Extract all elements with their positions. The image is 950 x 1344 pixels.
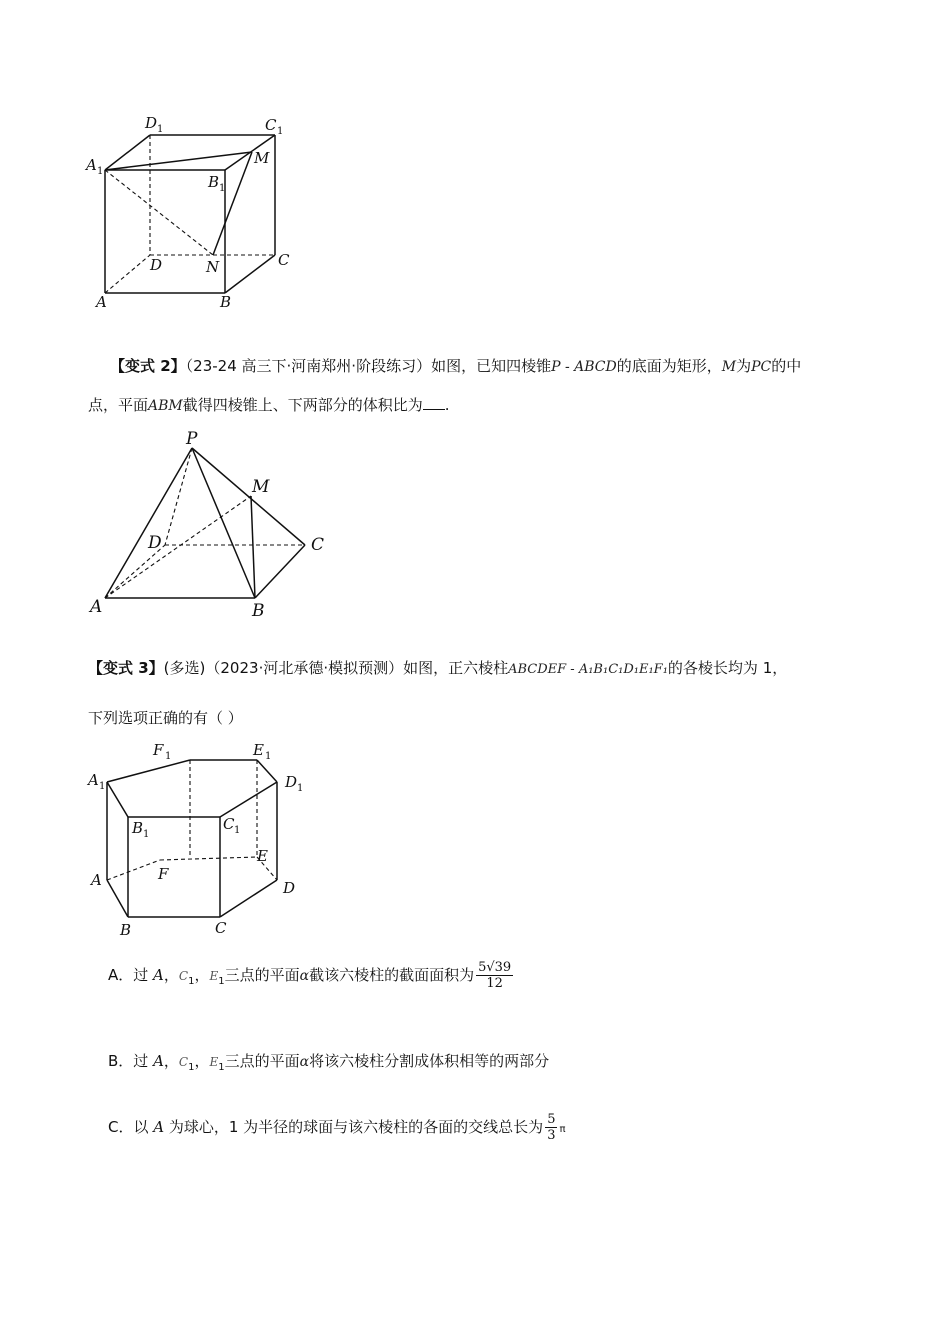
variant2-text2: 的底面为矩形， [616,357,722,375]
hexagonal-prism-figure [85,735,325,940]
option-b[interactable] [108,1050,549,1073]
label-A1: A [86,156,97,174]
option-b-point: A [153,1052,164,1070]
label-N: N [206,258,220,276]
sub-B1-hex: 1 [143,829,150,840]
variant3-question: 下列选项正确的有（ ） [88,709,243,727]
variant2-tag: 【变式 2】 [110,357,186,375]
option-b-e1: E [209,1055,219,1069]
option-b-e1-sub: 1 [218,1062,225,1073]
label-E-hex: E [257,847,268,865]
sub-B1: 1 [219,183,226,194]
label-B: B [220,293,232,311]
option-b-sep: ， [163,1052,179,1070]
variant2-line2b: 截得四棱锥上、下两部分的体积比为 [182,396,423,414]
label-D-hex: D [283,879,296,897]
sub-F1: 1 [165,751,172,762]
sub-E1: 1 [265,751,272,762]
variant2-math-m: M [721,359,737,375]
variant2-source: （23-24 高三下·河南郑州·阶段练习）如图，已知四棱锥 [185,357,552,375]
label-B1-hex: B [132,819,144,837]
option-a-fraction [476,960,513,991]
label-P: P [186,429,198,449]
variant3-line2 [88,707,243,729]
option-b-text2: 将该六棱柱分割成体积相等的两部分 [309,1052,550,1070]
label-C: C [278,251,290,269]
option-a-text2: 截该六棱柱的截面面积为 [309,966,475,984]
label-D: D [150,256,163,274]
option-b-text: 三点的平面 [224,1052,300,1070]
label-C-hex: C [215,919,227,937]
label-B-hex: B [120,921,132,939]
label-M2: M [252,477,270,497]
option-c-pi: π [559,1124,566,1135]
variant3-line1 [88,657,787,681]
variant2-line1 [110,355,801,378]
option-a-sep: ， [163,966,179,984]
option-a[interactable] [108,960,515,991]
variant3-tag: 【变式 3】 [88,659,164,677]
option-a-e1: E [209,969,219,983]
variant2-text3: 为 [736,357,752,375]
label-F-hex: F [158,865,169,883]
label-B2: B [252,601,265,621]
label-D2: D [148,533,162,553]
label-A1-hex: A [88,771,99,789]
variant3-source: （2023·河北承德·模拟预测）如图，正六棱柱 [205,659,509,677]
label-C1-hex: C [223,815,235,833]
option-c[interactable] [108,1112,566,1143]
option-a-text: 三点的平面 [224,966,300,984]
variant2-line2 [88,394,450,417]
label-A2: A [90,597,103,617]
variant3-math-prism: ABCDEF - A₁B₁C₁D₁E₁F₁ [508,662,668,677]
option-b-c1: C [178,1055,189,1069]
variant2-line2a: 点，平面 [88,396,149,414]
variant2-math-pabcd: P - ABCD [551,359,617,375]
label-B1: B [208,173,220,191]
sub-D1: 1 [157,124,164,135]
label-D1-hex: D [285,773,298,791]
cube-figure [80,105,310,320]
sub-C1-hex: 1 [234,825,241,836]
label-M: M [254,149,270,167]
label-C2: C [311,535,325,555]
option-a-prefix: A．过 [108,966,154,984]
option-a-numerator: 5√39 [478,960,512,975]
option-a-sep2: ， [194,966,210,984]
variant3-multi: (多选) [163,659,206,677]
option-c-fraction [545,1112,557,1143]
option-a-point: A [153,966,164,984]
label-D1: D [145,114,158,132]
option-c-text: 为球心，1 为半径的球面与该六棱柱的各面的交线总长为 [164,1118,544,1136]
variant2-math-pc: PC [751,359,772,375]
option-a-e1-sub: 1 [218,976,225,987]
option-c-numerator: 5 [547,1112,556,1127]
sub-D1-hex: 1 [297,783,304,794]
label-C1: C [265,116,277,134]
option-b-sep2: ， [194,1052,210,1070]
option-b-prefix: B．过 [108,1052,154,1070]
label-E1: E [253,741,264,759]
sub-A1: 1 [97,166,104,177]
option-a-denominator: 12 [486,976,503,991]
variant2-line2-end: . [444,396,450,414]
pyramid-figure [85,430,345,620]
option-a-alpha: α [299,968,310,984]
option-b-c1-sub: 1 [188,1062,195,1073]
label-A: A [96,293,107,311]
variant3-text2: 的各棱长均为 1， [667,659,788,677]
option-a-c1: C [178,969,189,983]
label-A-hex: A [91,871,102,889]
answer-blank [423,395,445,410]
label-F1: F [153,741,164,759]
option-a-c1-sub: 1 [188,976,195,987]
option-b-alpha: α [299,1054,310,1070]
sub-C1: 1 [277,126,284,137]
option-c-denominator: 3 [547,1128,556,1143]
sub-A1-hex: 1 [99,781,106,792]
variant2-math-abm: ABM [148,398,183,414]
option-c-point: A [153,1118,165,1136]
variant2-text4: 的中 [771,357,802,375]
option-c-prefix: C．以 [108,1118,154,1136]
